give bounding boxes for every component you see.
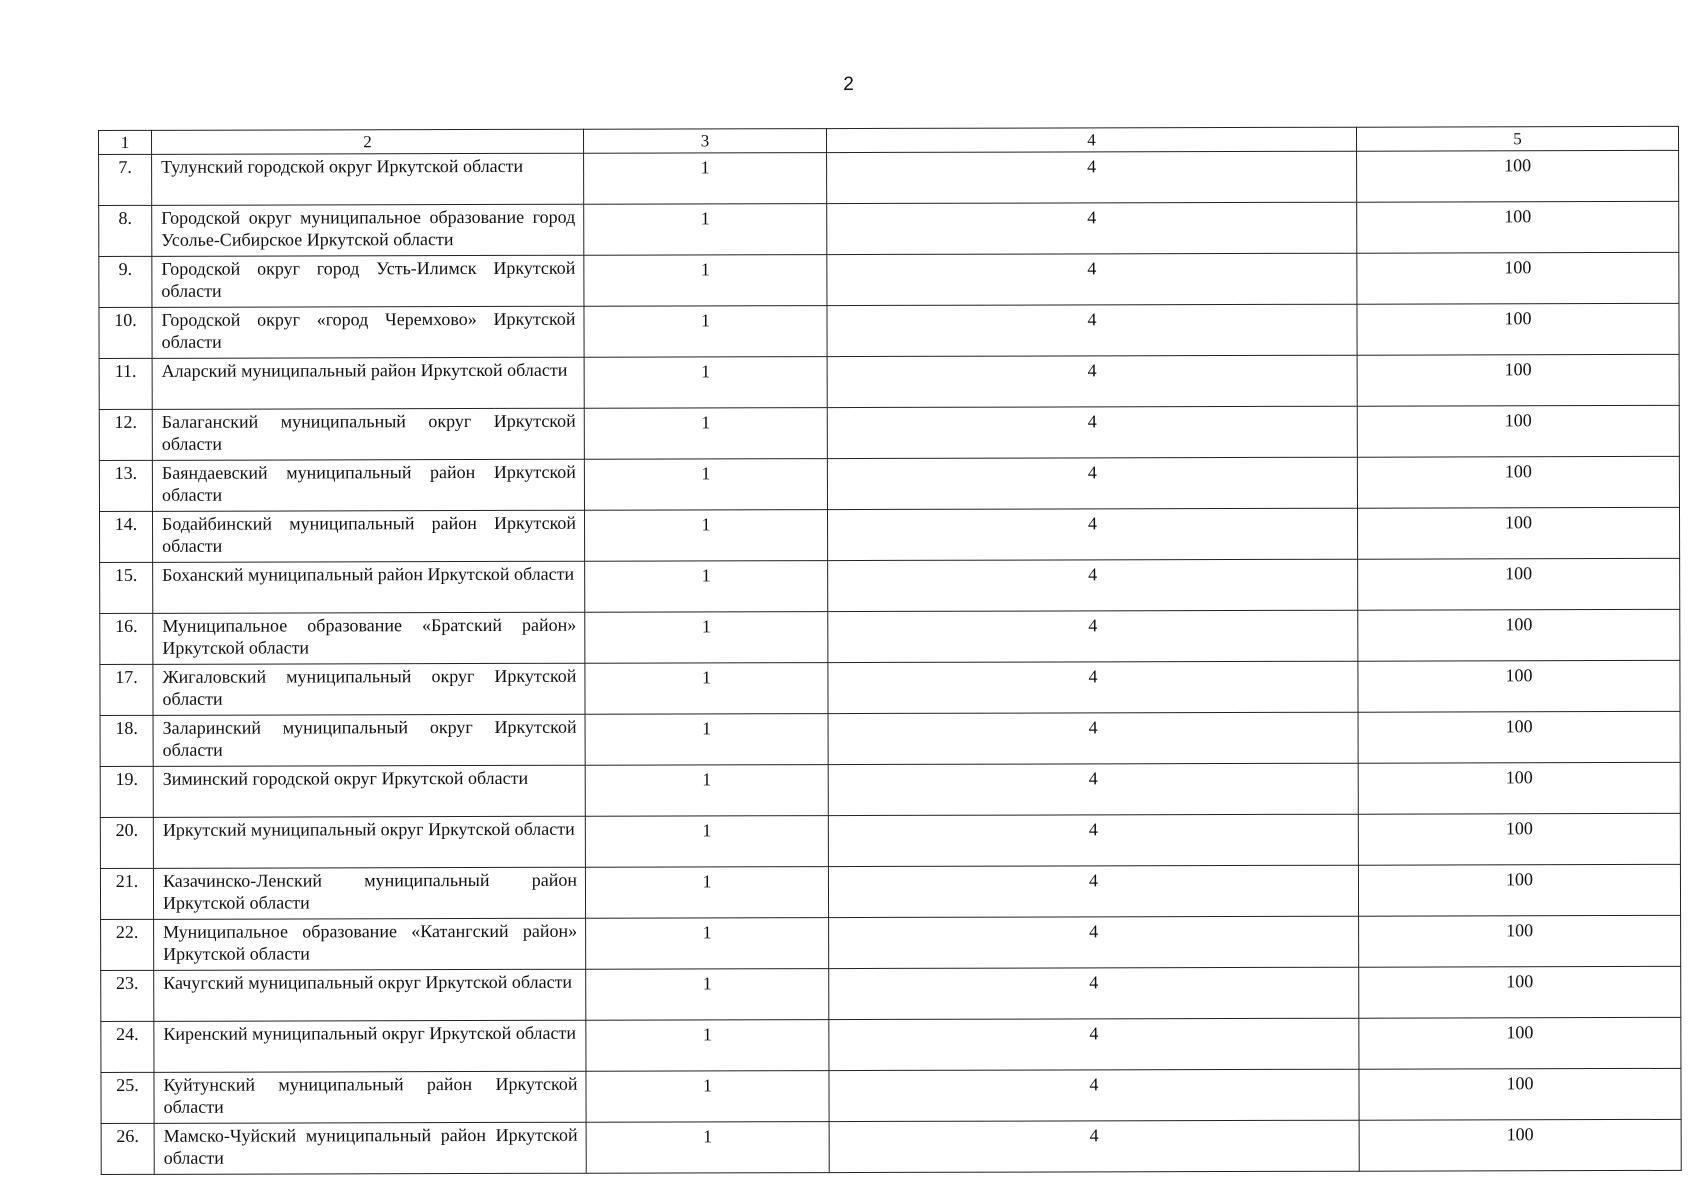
page-number: 2: [843, 74, 854, 95]
row-number: 26.: [101, 1123, 154, 1174]
value-col-4: 4: [829, 1120, 1359, 1172]
municipality-name: Мамско-Чуйский муниципальный район Иркутской области: [154, 1122, 586, 1174]
value-col-4: 4: [828, 814, 1358, 866]
value-col-5: 100: [1359, 1017, 1681, 1069]
value-col-3: 1: [585, 561, 828, 613]
value-col-4: 4: [828, 559, 1358, 611]
value-col-4: 4: [827, 304, 1357, 356]
municipality-name: Боханский муниципальный район Иркутской области: [153, 561, 585, 613]
value-col-3: 1: [586, 1020, 829, 1072]
row-number: 9.: [99, 256, 152, 307]
value-col-4: 4: [828, 865, 1358, 917]
row-number: 7.: [99, 154, 152, 205]
table-row: [100, 660, 1680, 715]
value-col-4: 4: [827, 508, 1357, 560]
table-row: [101, 1017, 1681, 1072]
column-header-4: 4: [826, 127, 1356, 152]
value-col-5: 100: [1359, 1068, 1681, 1120]
value-col-5: 100: [1357, 405, 1679, 457]
row-number: 25.: [101, 1072, 154, 1123]
value-col-3: 1: [585, 612, 828, 664]
table-row: [99, 456, 1679, 511]
table-row: [100, 558, 1680, 613]
value-col-4: 4: [829, 1069, 1359, 1121]
value-col-3: 1: [586, 1071, 829, 1123]
row-number: 14.: [99, 511, 152, 562]
value-col-3: 1: [585, 765, 828, 817]
value-col-4: 4: [827, 457, 1357, 509]
table-row: [99, 303, 1679, 358]
value-col-4: 4: [829, 1018, 1359, 1070]
municipality-name: Балаганский муниципальный округ Иркутской области: [152, 408, 584, 460]
municipalities-table: [98, 126, 1682, 1175]
value-col-4: 4: [828, 610, 1358, 662]
value-col-4: 4: [827, 355, 1357, 407]
municipality-name: Баяндаевский муниципальный район Иркутской области: [152, 459, 584, 511]
row-number: 22.: [101, 919, 154, 970]
value-col-3: 1: [585, 714, 828, 766]
table-row: [99, 201, 1679, 256]
value-col-5: 100: [1357, 252, 1679, 304]
column-header-2: 2: [152, 129, 584, 154]
municipality-name: Иркутский муниципальный округ Иркутской области: [153, 816, 585, 868]
value-col-3: 1: [584, 255, 827, 307]
row-number: 13.: [99, 460, 152, 511]
value-col-3: 1: [584, 306, 827, 358]
value-col-4: 4: [827, 406, 1357, 458]
municipality-name: Городской округ муниципальное образование город Усолье-Сибирское Иркутской области: [152, 204, 584, 256]
row-number: 23.: [101, 970, 154, 1021]
value-col-4: 4: [828, 661, 1358, 713]
value-col-5: 100: [1359, 966, 1681, 1018]
table-row: [100, 609, 1680, 664]
municipality-name: Зиминский городской округ Иркутской области: [153, 765, 585, 817]
value-col-5: 100: [1357, 456, 1679, 508]
table-row: [99, 150, 1679, 205]
value-col-5: 100: [1357, 507, 1679, 559]
value-col-4: 4: [829, 967, 1359, 1019]
value-col-3: 1: [586, 918, 829, 970]
table-row: [99, 405, 1679, 460]
value-col-5: 100: [1357, 201, 1679, 253]
value-col-5: 100: [1358, 864, 1680, 916]
municipality-name: Киренский муниципальный округ Иркутской области: [154, 1020, 586, 1072]
data-table-container: [98, 126, 1681, 1175]
municipality-name: Муниципальное образование «Братский район» Иркутской области: [153, 612, 585, 664]
municipality-name: Качугский муниципальный округ Иркутской области: [154, 969, 586, 1021]
value-col-3: 1: [585, 663, 828, 715]
row-number: 8.: [99, 205, 152, 256]
row-number: 11.: [99, 358, 152, 409]
value-col-5: 100: [1358, 762, 1680, 814]
value-col-4: 4: [827, 253, 1357, 305]
municipality-name: Городской округ город Усть-Илимск Иркутской области: [152, 255, 584, 307]
municipality-name: Куйтунский муниципальный район Иркутской области: [154, 1071, 586, 1123]
value-col-4: 4: [828, 712, 1358, 764]
row-number: 21.: [100, 868, 153, 919]
table-body: [99, 150, 1682, 1174]
municipality-name: Тулунский городской округ Иркутской области: [152, 153, 584, 205]
column-header-5: 5: [1356, 126, 1678, 151]
value-col-3: 1: [586, 969, 829, 1021]
table-row: [99, 507, 1679, 562]
table-row: [101, 915, 1681, 970]
column-header-3: 3: [583, 129, 826, 154]
municipality-name: Казачинско-Ленский муниципальный район Иркутской области: [153, 867, 585, 919]
municipality-name: Городской округ «город Черемхово» Иркутской области: [152, 306, 584, 358]
row-number: 17.: [100, 664, 153, 715]
table-row: [100, 813, 1680, 868]
row-number: 12.: [99, 409, 152, 460]
value-col-3: 1: [585, 867, 828, 919]
value-col-5: 100: [1358, 711, 1680, 763]
value-col-3: 1: [584, 357, 827, 409]
value-col-5: 100: [1358, 558, 1680, 610]
municipality-name: Муниципальное образование «Катангский район» Иркутской области: [154, 918, 586, 970]
municipality-name: Бодайбинский муниципальный район Иркутской области: [152, 510, 584, 562]
value-col-4: 4: [829, 916, 1359, 968]
row-number: 16.: [100, 613, 153, 664]
table-row: [100, 762, 1680, 817]
row-number: 18.: [100, 715, 153, 766]
value-col-4: 4: [827, 151, 1357, 203]
value-col-3: 1: [584, 204, 827, 256]
row-number: 15.: [100, 562, 153, 613]
table-row: [100, 864, 1680, 919]
table-row: [101, 1119, 1681, 1174]
table-row: [99, 252, 1679, 307]
value-col-3: 1: [585, 816, 828, 868]
value-col-5: 100: [1358, 609, 1680, 661]
value-col-5: 100: [1357, 354, 1679, 406]
table-row: [100, 711, 1680, 766]
value-col-3: 1: [584, 408, 827, 460]
value-col-5: 100: [1357, 303, 1679, 355]
value-col-4: 4: [827, 202, 1357, 254]
row-number: 10.: [99, 307, 152, 358]
municipality-name: Аларский муниципальный район Иркутской области: [152, 357, 584, 409]
table-row: [99, 354, 1679, 409]
column-header-1: 1: [99, 130, 152, 154]
row-number: 20.: [100, 817, 153, 868]
value-col-3: 1: [584, 510, 827, 562]
municipality-name: Заларинский муниципальный округ Иркутской области: [153, 714, 585, 766]
value-col-5: 100: [1358, 660, 1680, 712]
table-row: [101, 966, 1681, 1021]
value-col-3: 1: [586, 1122, 829, 1174]
value-col-5: 100: [1359, 915, 1681, 967]
value-col-3: 1: [584, 459, 827, 511]
row-number: 19.: [100, 766, 153, 817]
value-col-5: 100: [1357, 150, 1679, 202]
value-col-5: 100: [1358, 813, 1680, 865]
value-col-3: 1: [584, 153, 827, 205]
municipality-name: Жигаловский муниципальный округ Иркутской области: [153, 663, 585, 715]
table-row: [101, 1068, 1681, 1123]
value-col-5: 100: [1359, 1119, 1681, 1171]
row-number: 24.: [101, 1021, 154, 1072]
value-col-4: 4: [828, 763, 1358, 815]
